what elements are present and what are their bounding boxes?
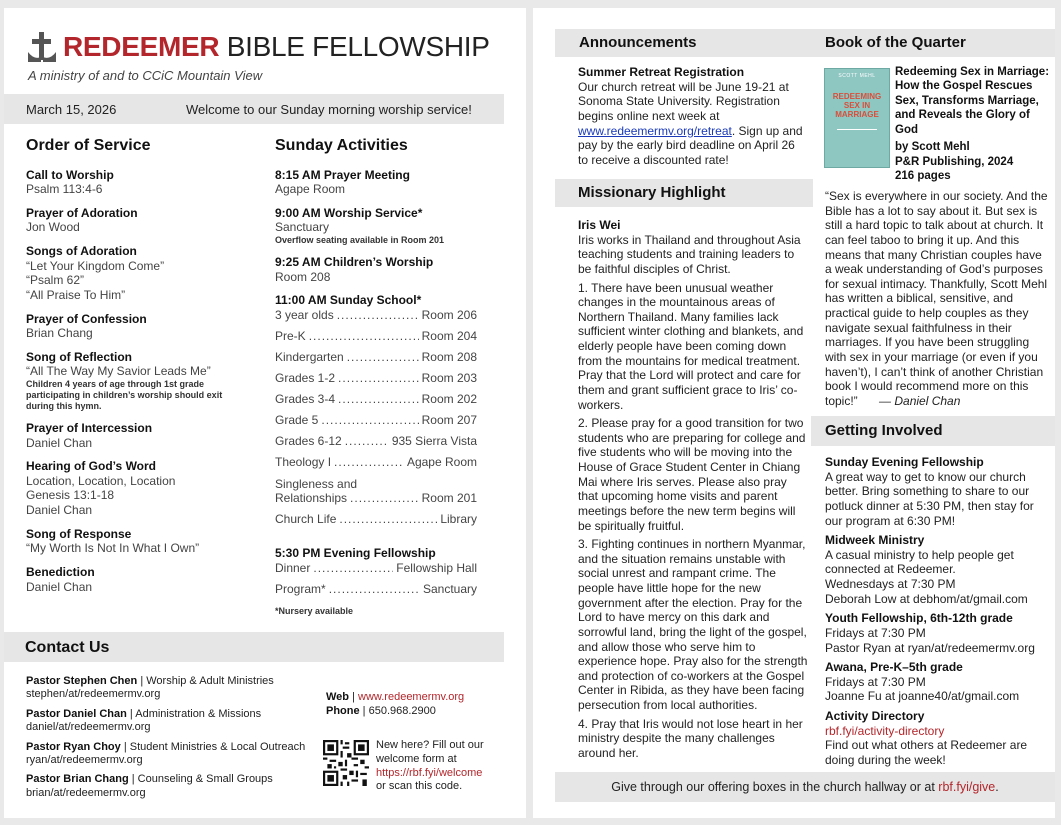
announcement-retreat: Summer Retreat Registration Our church retreat will be June 19-21 at Sonoma State University. Registration begins online next week at www.redeemermv.org/retreat. Sign up and pay by the early bird deadline on April 26 to receive a discounted rate! (578, 65, 803, 167)
children-note: Children 4 years of age through 1st grade participating in children’s worship should exit during this hymn. (26, 379, 223, 411)
cover-author: SCOTT MEHL (838, 73, 876, 79)
list-item: 3 year olds ..... Room 206 (275, 308, 477, 323)
evening-fellowship: 5:30 PM Evening Fellowship Dinner ..... Fellowship Hall Program* ..... Sanctuary *Nursery available (275, 546, 477, 617)
list-item: Theology I ..... Agape Room (275, 449, 477, 470)
activity-prayer: 8:15 AM Prayer Meeting Agape Room (275, 167, 410, 197)
book-cover (824, 68, 890, 168)
list-item: Church Life ..... Library (275, 505, 477, 526)
list-item: Pre-K ..... Room 204 (275, 323, 477, 344)
involved-content (825, 455, 1051, 768)
order-item: Prayer of Adoration Jon Wood (26, 205, 138, 235)
left-page (4, 8, 526, 818)
book-quote: “Sex is everywhere in our society. And the Bible has a lot to say about it. But sex is still a hard topic to talk about at church. It can feel taboo to bring it up. And this means that many Christian couples have a weak understanding of God’s purposes for sexual intimacy. Thankfully, Scott Mehl has written a biblical, sensitive, and practical guide to help couples as they navigate sexual faithfulness in their marriages. If you have been struggling with sex in your marriage (or even if you haven’t), I can’t think of another Christian book I would recommend more on this topic!” — Daniel Chan (825, 189, 1048, 408)
qr-code-icon[interactable] (323, 740, 369, 786)
pastor-list (26, 675, 326, 800)
cover-title: REDEEMING SEX IN MARRIAGE (832, 92, 882, 119)
pastor-entry: Pastor Stephen Chen | Worship & Adult Ministries stephen/at/redeemermv.org (26, 675, 274, 701)
activity-directory-link[interactable]: rbf.fyi/activity-directory (825, 723, 945, 738)
announcements-bar (555, 29, 813, 57)
prayer-point: 1. There have been unusual weather changes in the mountainous areas of Northern Thailand. Many families lack sufficient winter clothing and blankets, and elderly people have been coming down from the mountains for medical treatment. Pray that the Lord will protect and care for them and grant sufficient grace to Iris’ co-workers. (578, 280, 804, 412)
book-author: by Scott Mehl (895, 141, 970, 154)
involved-item: Youth Fellowship, 6th-12th grade Fridays at 7:30 PM Pastor Ryan at ryan/at/redeemermv.org (825, 611, 1035, 655)
prayer-point: 2. Please pray for a good transition for two students who are preparing for college and five students who will be moving into the House of Grace Student Center in Chiang Mai where Iris serves. Please also pray that upcoming home visits and parent meetings before the new term begins will be spiritually fruitful. (578, 416, 806, 533)
activity-children: 9:25 AM Children’s Worship Room 208 (275, 254, 434, 284)
right-page (533, 8, 1055, 818)
order-item: Benediction Daniel Chan (26, 564, 95, 594)
give-bar (555, 772, 1055, 802)
prayer-point: 4. Pray that Iris would not lose heart in her ministry despite the many challenges around her. (578, 716, 803, 760)
contact-bar (4, 632, 504, 662)
welcome-form-note: New here? Fill out our welcome form at https://rbf.fyi/welcome or scan this code. (376, 739, 484, 793)
give-link[interactable]: rbf.fyi/give (938, 780, 996, 794)
pastor-entry: Pastor Brian Chang | Counseling & Small Groups brian/at/redeemermv.org (26, 773, 273, 799)
order-item: Prayer of Confession Brian Chang (26, 311, 147, 341)
missionary-content: Iris Wei Iris works in Thailand and throughout Asia teaching students and training leaders to be faithful disciples of Christ. 1. There have been unusual weather changes in the mountainous areas of Northern Thailand. Many families lack sufficient winter clothing and blankets, and elderly people have been coming down from the mountains for medical treatment. Pray that the Lord will protect and care for them and grant sufficient grace to Iris’ co-workers. 2. Please pray for a good transition for two students who are preparing for college and five students who will be moving into the House of Grace Student Center in Chiang Mai where Iris serves. Please also pray that upcoming home visits and parent meetings before the new term begins will be spiritually fruitful. 3. Fighting continues in northern Myanmar, and the situation remains unstable with social unrest and rampant crime. The people have little hope for the new government after the election. Pray for the Lord to have mercy on this dark and sorrowful land, bring the light of the gospel, and allow those who serve him to experience hope. Pray also for the strength and protection of co-workers at the Gospel Center in Ribida, as they have been facing persecution from local authorities. 4. Pray that Iris would not lose heart in her ministry despite the many challenges around her. (578, 218, 810, 765)
order-item: Songs of Adoration “Let Your Kingdom Come” “Psalm 62” “All Praise To Him” (26, 244, 165, 302)
list-item: Grades 3-4 ..... Room 202 (275, 386, 477, 407)
order-item: Song of Reflection “All The Way My Savior Leads Me” Children 4 years of age through 1st grade participating in children’s worship should exit during this hymn. (26, 350, 261, 412)
web-phone: Web | www.redeemermv.org Phone | 650.968.2900 (326, 691, 465, 718)
list-item: Dinner ..... Fellowship Hall (275, 561, 477, 576)
order-heading: Order of Service (26, 137, 151, 154)
welcome-text: Welcome to our Sunday morning worship service! (186, 102, 472, 117)
pastor-entry: Pastor Daniel Chan | Administration & Missions daniel/at/redeemermv.org (26, 707, 262, 734)
website-link[interactable]: www.redeemermv.org (358, 691, 465, 703)
book-publisher: P&R Publishing, 2024 (895, 155, 1014, 168)
nursery-note: *Nursery available (275, 606, 354, 617)
missionary-heading: Missionary Highlight (578, 184, 726, 201)
activity-worship: 9:00 AM Worship Service* Sanctuary Overflow seating available in Room 201 (275, 206, 477, 246)
prayer-point: 3. Fighting continues in northern Myanmar, and the situation remains unstable with social unrest and rampant crime. The people have little hope for the new government after the election. Pray for the Lord to have mercy on this dark and sorrowful land, bring the light of the gospel, and allow those who serve him to experience hope. Pray also for the strength and protection of co-workers at the Gospel Center in Ribida, as they have been facing persecution from local authorities. (578, 537, 808, 712)
date-bar (4, 94, 504, 124)
give-text: Give through our offering boxes in the church hallway or at rbf.fyi/give. (611, 780, 999, 794)
list-item: Grade 5 ..... Room 207 (275, 407, 477, 428)
list-item: Kindergarten ..... Room 208 (275, 344, 477, 365)
phone-number: 650.968.2900 (368, 705, 436, 718)
involved-bar (811, 416, 1055, 446)
missionary-bar (555, 179, 813, 207)
overflow-note: Overflow seating available in Room 201 (275, 235, 445, 246)
contact-heading: Contact Us (25, 639, 110, 656)
church-cross-logo-icon (26, 30, 58, 64)
welcome-form-link[interactable]: https://rbf.fyi/welcome (376, 766, 483, 779)
retreat-link[interactable]: www.redeemermv.org/retreat (578, 123, 732, 138)
activities-heading: Sunday Activities (275, 137, 408, 154)
announcements-heading: Announcements (579, 34, 697, 51)
book-bar (811, 29, 1055, 57)
book-heading: Book of the Quarter (825, 34, 966, 51)
missionary-name: Iris Wei (578, 218, 621, 232)
sunday-activities (275, 136, 477, 617)
subtitle: A ministry of and to CCiC Mountain View (28, 68, 263, 83)
book-title: Redeeming Sex in Marriage: How the Gospel Rescues Sex, Transforms Marriage, and Reveals the Glory of God (895, 66, 1050, 136)
singleness-label: Singleness and (275, 476, 358, 491)
involved-item: Activity Directory rbf.fyi/activity-directory Find out what others at Redeemer are doing during the week! (825, 709, 1051, 768)
title-redeemer: REDEEMER (63, 31, 220, 62)
list-item: Grades 1-2 ..... Room 203 (275, 365, 477, 386)
involved-item: Midweek Ministry A casual ministry to help people get connected at Redeemer. Wednesdays at 7:30 PM Deborah Low at debhom/at/gmail.com (825, 533, 1028, 606)
involved-item: Sunday Evening Fellowship A great way to get to know our church better. Bring something to share to our potluck dinner at 5:30 PM, then stay for our program at 6:30 PM! (825, 455, 1034, 528)
list-item: Grades 6-12 ..... 935 Sierra Vista (275, 428, 477, 449)
order-item: Song of Response “My Worth Is Not In What I Own” (26, 526, 200, 556)
sunday-school: 11:00 AM Sunday School* 3 year olds ..... Room 206 Pre-K ..... Room 204 Kindergarten ..... Room 208 Grades 1-2 ..... Room 203 Grades 3-4 ..... Room 202 Grade 5 ..... Room 207 Grades 6-12 ..... 935 Sierra Vista Theology I ..... Agape Room Singleness and Relationships ..... Room 201 Church Life ..... Library (275, 293, 477, 526)
order-item: Call to Worship Psalm 113:4-6 (26, 167, 114, 197)
list-item: Relationships ..... Room 201 (275, 491, 477, 505)
order-item: Hearing of God’s Word Location, Location, Location Genesis 13:1-18 Daniel Chan (26, 459, 176, 518)
quote-attribution: — Daniel Chan (879, 393, 961, 408)
list-item: Program* ..... Sanctuary (275, 576, 477, 597)
order-of-service (26, 136, 261, 603)
page-title (63, 30, 490, 64)
book-pages: 216 pages (895, 170, 951, 183)
involved-heading: Getting Involved (825, 422, 943, 439)
involved-item: Awana, Pre-K–5th grade Fridays at 7:30 PM Joanne Fu at joanne40/at/gmail.com (825, 660, 1020, 704)
cover-decoration (837, 129, 877, 143)
title-rest: BIBLE FELLOWSHIP (226, 31, 490, 62)
order-item: Prayer of Intercession Daniel Chan (26, 420, 153, 450)
book-info (895, 65, 1051, 184)
pastor-entry: Pastor Ryan Choy | Student Ministries & Local Outreach ryan/at/redeemermv.org (26, 740, 306, 767)
service-date: March 15, 2026 (26, 102, 117, 117)
